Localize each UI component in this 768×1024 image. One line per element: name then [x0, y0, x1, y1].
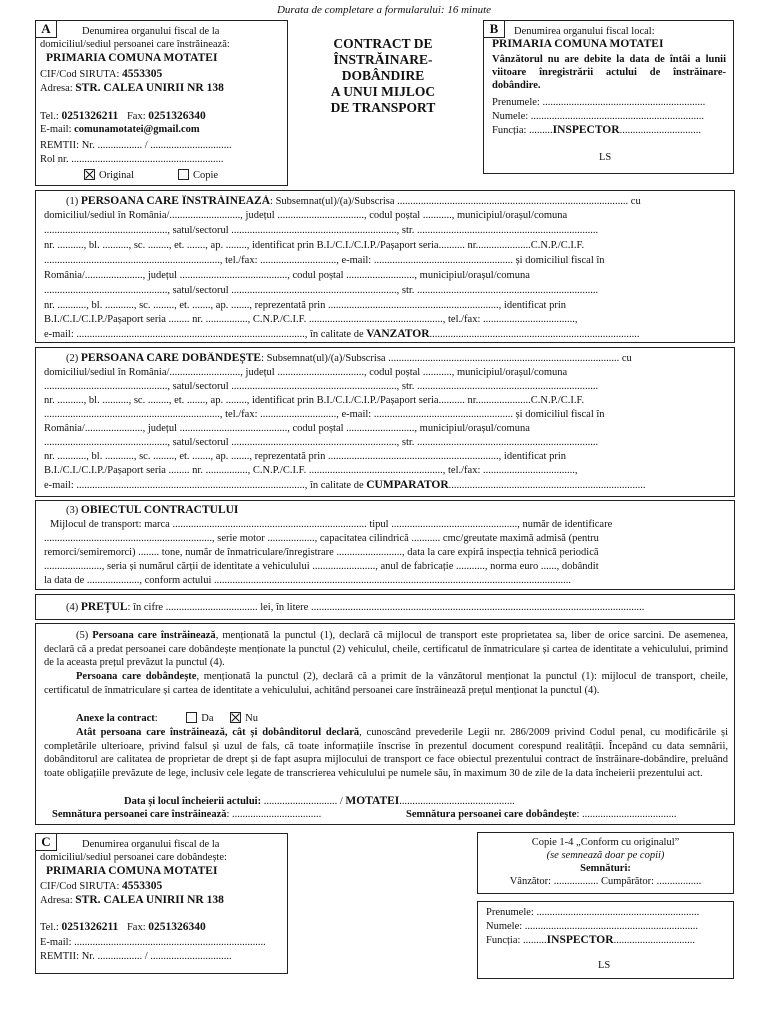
annex-da-label: Da [201, 713, 214, 724]
title-line-1: CONTRACT DE [333, 36, 433, 51]
seller-signature-line: : .................................. [226, 809, 322, 820]
section-buyer [35, 347, 735, 497]
section-1-l9: B.I./C.I./C.I.P./Pașaport seria ........ nr. ................, C.N.P./C.I.F. ..................................................., tel./fax: ..................................., [44, 314, 578, 325]
section-4-text: : în cifre ................................... lei, în litere ............................................................................................................................... [127, 602, 645, 613]
copy-signatures-label: Semnături: [580, 863, 631, 874]
inspector-prenume: Prenumele: .............................................................. [486, 907, 700, 918]
copie-option[interactable] [178, 169, 218, 181]
annex-da-checkbox[interactable] [186, 712, 197, 723]
box-c-address-label: Adresa: [40, 895, 73, 906]
section-2-l10a: e-mail: ......................................................................................., în calitate de [44, 480, 367, 491]
box-a-remtii: REMTII: Nr. ................. / ............................... [40, 140, 232, 151]
section-2-l9: B.I./C.I./C.I.P./Pașaport seria ........ nr. ................, C.N.P./C.I.F. ..................................................., tel./fax: ..................................., [44, 465, 578, 476]
section-3-l2: ................................................................, serie motor .................., capacitatea cilindrică ........... cmc/greutate maximă admisă (pentru [44, 533, 599, 544]
inspector-nume: Numele: .................................................................. [486, 921, 699, 932]
box-c-tel-value: 0251326211 [61, 921, 119, 933]
buyer-signature-label: Semnătura persoanei care dobândește [406, 809, 577, 820]
copy-note: (se semnează doar pe copii) [546, 850, 665, 861]
title-line-4: A UNUI MIJLOC [330, 84, 436, 99]
box-a-email-value: comunamotatei@gmail.com [74, 124, 200, 135]
section-4-heading: PREȚUL [80, 601, 128, 613]
copy-signature-lines: Vânzător: ................. Cumpărător: ................. [509, 876, 702, 887]
section-seller [35, 190, 735, 343]
inspector-functia-label: Funcția: [486, 935, 524, 946]
box-a-title-2: domiciliul/sediul persoanei care înstrăinează: [40, 39, 230, 50]
copy-title: Copie 1-4 „Conform cu originalul” [531, 837, 680, 848]
section-5-p3-bold: Atât persoana care înstrăinează, cât și dobânditorul declară [76, 727, 360, 738]
box-a-tel-label: Tel.: [40, 111, 59, 122]
buyer-role: CUMPARATOR [366, 479, 449, 491]
section-3-l1: Mijlocul de transport: marca .......................................................................... tipul ................................................, număr de identificare [50, 519, 613, 530]
seller-signature-label: Semnătura persoanei care înstrăinează [52, 809, 227, 820]
section-5-p2-bold: Persoana care dobândește [76, 671, 197, 682]
annex-nu-option[interactable] [230, 713, 258, 724]
date-dots: ............................ / [261, 796, 346, 807]
section-5-p2 [44, 670, 728, 697]
section-price [35, 594, 735, 620]
box-b-org-name: PRIMARIA COMUNA MOTATEI [492, 38, 664, 50]
box-b-ls: LS [599, 152, 612, 163]
title-line-5: DE TRANSPORT [330, 100, 436, 115]
section-1-l2: domiciliul/sediul în România/..........................., județul ................................., codul poștal ..........., municipiul/orașul/comuna [44, 210, 568, 221]
box-a-fax-value: 0251326340 [148, 110, 206, 122]
box-b-functia-value: INSPECTOR [552, 124, 620, 136]
section-2-l2: domiciliul/sediul în România/..........................., județul ................................., codul poștal ..........., municipiul/orașul/comuna [44, 367, 568, 378]
original-label: Original [99, 170, 134, 181]
contract-title [300, 36, 466, 116]
section-3-l3: remorci/semiremorci) ........ tone, număr de înmatriculare/înregistrare ........................., data la care expiră inspecția tehnică periodică [44, 547, 599, 558]
box-c-fax-value: 0251326340 [148, 921, 206, 933]
box-b-nume: Numele: .................................................................. [492, 111, 705, 122]
section-declarations [35, 623, 735, 825]
section-5-num: (5) [76, 630, 93, 641]
title-line-2: ÎNSTRĂINARE- [333, 52, 433, 67]
box-a [35, 20, 288, 186]
box-a-tel-value: 0251326211 [61, 110, 119, 122]
section-object [35, 500, 735, 590]
section-5-p1 [44, 629, 728, 670]
section-1-l4: nr. .........., bl. .........., sc. ........, et. ......., ap. ........, identificat prin B.I./C.I./C.I.P./Pașaport seria.......... nr.....................C.N.P./C.I.F. [44, 240, 585, 251]
section-2-heading: PERSOANA CARE DOBÂNDEȘTE [80, 352, 262, 364]
section-2-l8: nr. ..........., bl. ..........., sc. ........, et. ......., ap. ......., reprezentată prin ................................................................., identificat prin [44, 451, 567, 462]
box-c-fax-label: Fax: [126, 922, 146, 933]
inspector-box: Prenumele: .............................................................. Numele: .................................................................. Funcția: .........INSPECTOR............................... LS [477, 901, 734, 979]
section-1-l1: : Subsemnat(ul)/(a)/Subscrisa ........................................................................................ cu [270, 196, 641, 207]
box-b-functia-label: Funcția: [492, 125, 530, 136]
date-label: Data și locul încheierii actului: [124, 796, 262, 807]
section-3-l5: la data de ...................., conform actului ........................................................................................................................................ [44, 575, 571, 586]
section-1-num: (1) [66, 196, 79, 207]
section-1-heading: PERSOANA CARE ÎNSTRĂINEAZĂ [80, 195, 271, 207]
section-2-l7: ..............................................., satul/sectorul ..............................................................., str. ..................................................................... [44, 437, 599, 448]
box-a-fax-label: Fax: [126, 111, 146, 122]
section-2-l4: nr. .........., bl. .........., sc. ........, et. ......., ap. ........, identificat prin B.I./C.I./C.I.P./Pașaport seria.......... nr.....................C.N.P./C.I.F. [44, 395, 585, 406]
copie-label: Copie [193, 170, 219, 181]
section-3-num: (3) [66, 505, 79, 516]
form-duration: Durata de completare a formularului: 16 minute [276, 4, 492, 16]
section-5-p1-bold: Persoana care înstrăinează [92, 630, 216, 641]
box-a-cif-label: CIF/Cod SIRUTA: [40, 69, 120, 80]
section-5-p3-text: , cunoscând prevederile Legii nr. 286/2009 privind Codul penal, cu modificările și completările ulterioare, privind falsul și uzul de fals, că toate informațiile înscrise în prezentul document corespund realității. Începând cu data semnării, dobânditorul are calitatea de proprietar de drept și de fapt asupra mijlocului de transport ce face obiectul prezentului contract de înstrăinare-dobândire, preluând toate obligațiile prevăzute de lege, inclusiv cele legate de transcrierea vehiculului pe numele său, în maximum 30 de zile de la data încheierii prezentului act. [44, 727, 728, 779]
box-c [35, 833, 288, 974]
box-a-rol: Rol nr. .......................................................... [40, 154, 224, 165]
annex-colon: : [154, 713, 158, 724]
box-c-tel-label: Tel.: [40, 922, 59, 933]
box-a-title-1: Denumirea organului fiscal de la [82, 26, 220, 37]
section-4-num: (4) [66, 602, 79, 613]
box-a-letter: A [35, 20, 57, 38]
section-1-l8: nr. ..........., bl. ..........., sc. ........, et. ......., ap. ......., reprezentată prin ................................................................., identificat prin [44, 300, 567, 311]
box-b-statement: Vânzătorul nu are debite la data de întâi a lunii viitoare înregistrării actului de înstrăinare-dobândire. [492, 54, 726, 91]
box-c-letter: C [35, 833, 57, 851]
section-1-l3: ..............................................., satul/sectorul ..............................................................., str. ..................................................................... [44, 225, 599, 236]
section-1-l6: România/......................, județul ........................................., codul poștal .........................., municipiul/orașul/comuna [44, 270, 530, 281]
box-c-title-1: Denumirea organului fiscal de la [82, 839, 220, 850]
buyer-signature-line: : .................................... [576, 809, 677, 820]
inspector-functia-value: INSPECTOR [546, 934, 614, 946]
place-dots: ............................................ [399, 796, 515, 807]
section-1-l5: ..................................................................., tel./fax: ............................., e-mail: ..................................................... și domiciliul fiscal în [44, 255, 605, 266]
section-2-l10b: ........................................................................... [448, 480, 646, 491]
box-a-org-name: PRIMARIA COMUNA MOTATEI [46, 52, 218, 64]
inspector-ls: LS [598, 960, 611, 971]
original-option[interactable] [84, 169, 134, 181]
contract-place: MOTATEI [345, 795, 400, 807]
title-line-3: DOBÂNDIRE [341, 68, 425, 83]
section-1-l10a: e-mail: ......................................................................................., în calitate de [44, 329, 367, 340]
annex-nu-label: Nu [245, 713, 258, 724]
box-c-title-2: domiciliul/sediul persoanei care dobândește: [40, 852, 227, 863]
annex-nu-checkbox[interactable] [230, 712, 241, 723]
box-c-cif-label: CIF/Cod SIRUTA: [40, 881, 120, 892]
box-b-title: Denumirea organului fiscal local: [514, 26, 655, 37]
section-5-p3 [44, 726, 728, 780]
section-2-l6: România/......................, județul ........................................., codul poștal .........................., municipiul/orașul/comuna [44, 423, 530, 434]
box-c-email: E-mail: ......................................................................... [40, 937, 266, 948]
copie-checkbox[interactable] [178, 169, 189, 180]
section-3-l4: ......................, seria și numărul cărții de identitate a vehiculului ........................, anul de fabricație ..........., norma euro ......, dobândit [44, 561, 599, 572]
section-2-l3: ..............................................., satul/sectorul ..............................................................., str. ..................................................................... [44, 381, 599, 392]
section-3-heading: OBIECTUL CONTRACTULUI [80, 504, 239, 516]
section-5-p1-text: , menționată la punctul (1), declară că mijlocul de transport este proprietatea sa, liber de orice sarcini. De asemenea, declară că a predat persoanei care dobândește menționate la punctul (2) vehiculul, cheile, certificatul de înmatriculare și cartea de identitate a vehiculului, primind de la aceasta prețul prevăzut la punctul (4). [44, 630, 728, 668]
box-c-address-value: STR. CALEA UNIRII NR 138 [75, 894, 224, 906]
copy-conformity-box [477, 832, 734, 894]
original-checkbox[interactable] [84, 169, 95, 180]
annex-label: Anexe la contract [76, 713, 155, 724]
box-a-email-label: E-mail: [40, 124, 72, 135]
seller-role: VANZATOR [366, 328, 430, 340]
annex-da-option[interactable] [186, 713, 213, 724]
box-b-letter: B [483, 20, 505, 38]
section-1-l7: ..............................................., satul/sectorul ..............................................................., str. ..................................................................... [44, 285, 599, 296]
box-b: B Denumirea organului fiscal local: PRIMARIA COMUNA MOTATEI Vânzătorul nu are debite la data de întâi a lunii viitoare înregistrării actului de înstrăinare-dobândire. Prenumele: .............................................................. Numele: .................................................................. Funcția: .........INSPECTOR............................... LS [483, 20, 734, 174]
box-c-org-name: PRIMARIA COMUNA MOTATEI [46, 865, 218, 877]
section-2-l1: : Subsemnat(ul)/(a)/Subscrisa ........................................................................................ cu [261, 353, 632, 364]
box-b-prenume: Prenumele: .............................................................. [492, 97, 706, 108]
section-2-l5: ..................................................................., tel./fax: ............................., e-mail: ..................................................... și domiciliul fiscal în [44, 409, 605, 420]
box-a-address-value: STR. CALEA UNIRII NR 138 [75, 82, 224, 94]
box-c-remtii: REMTII: Nr. ................. / ............................... [40, 951, 232, 962]
box-a-cif-value: 4553305 [122, 68, 163, 80]
section-2-num: (2) [66, 353, 79, 364]
box-c-cif-value: 4553305 [122, 880, 163, 892]
section-1-l10b: ................................................................................ [429, 329, 640, 340]
box-a-address-label: Adresa: [40, 83, 73, 94]
section-5-p2-text: , menționată la punctul (2), declară că a primit de la vânzătorul menționat la punctul (1): mijlocul de transport, cheile, certificatul de înmatriculare și cartea de identitate a vehiculului, achitând persoanei care înstrăinează prețul menționat la punctul (4). [44, 671, 728, 696]
